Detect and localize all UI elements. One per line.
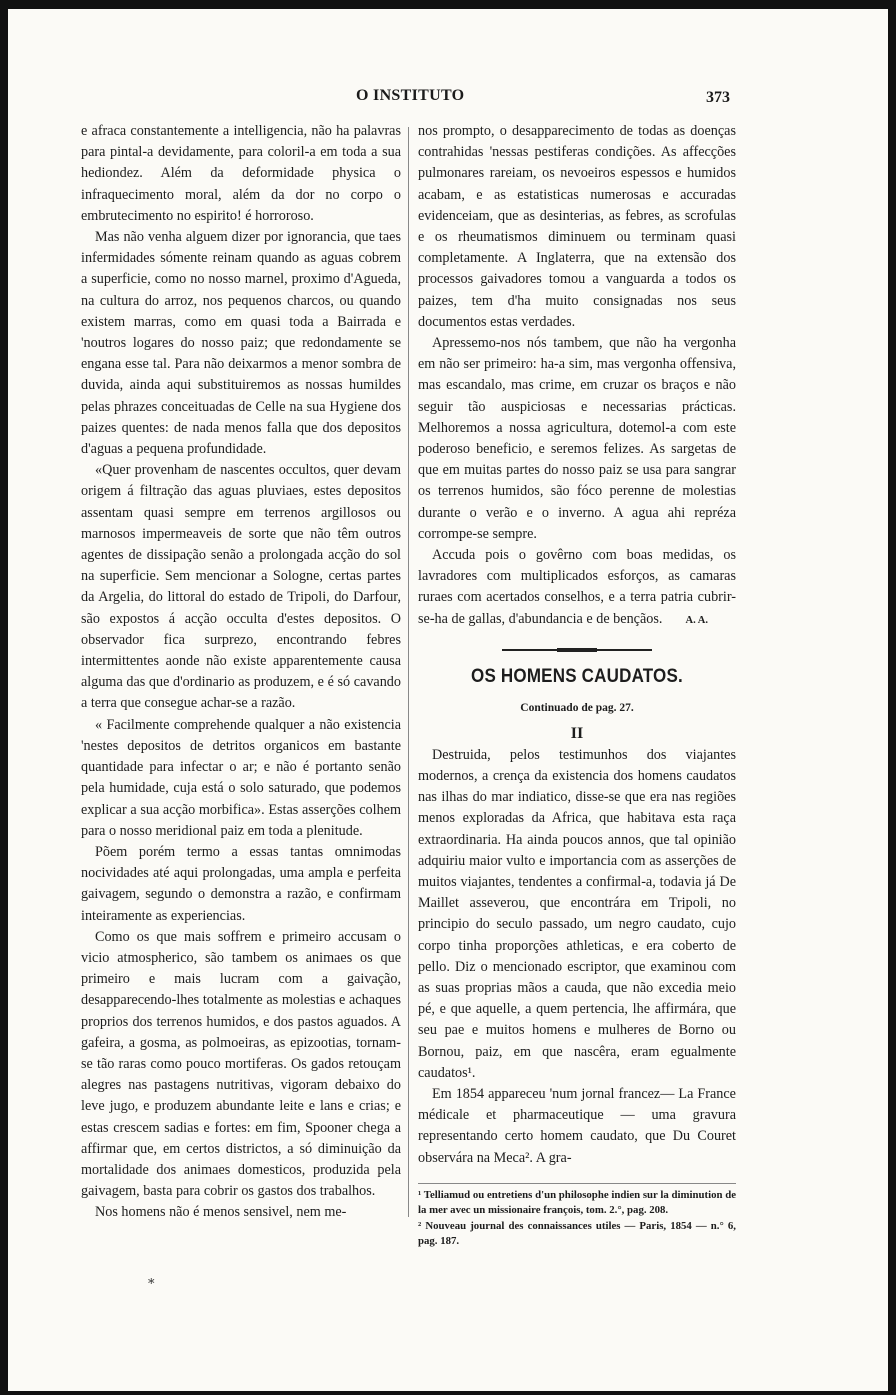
- paragraph: e afraca constantemente a intelligencia, não ha palavras para pintal-a devidamente, para coloril-a em toda a sua hediondez. Além da deformidade physica o infraquecimento moral, além da dor no corpo o embrutecimento no espirito! é horroroso.: [81, 123, 401, 224]
- section-rule: [502, 649, 652, 651]
- paragraph: «Quer provenham de nascentes occultos, quer devam origem á filtração das aguas pluviaes, estes depositos assentam quasi sempre em terrenos argillosos ou marnosos impermeaveis de sorte que não têm outros agentes de dissipação senão a prolongada acção do sol na superficie. Sem mencionar a Sologne, certas partes da Argelia, do littoral do estado de Tripoli, do Darfour, são expostos á acção occulta d'estes depositos. O observador fica surprezo, encontrando febres intermittentes aonde não existe apparentemente causa alguma das que d'ordinario as produzem, e é só cavando a terra que consegue achar-se a razão.: [81, 462, 401, 712]
- page-header: [8, 77, 888, 107]
- left-column: [81, 121, 401, 1224]
- paragraph: Destruida, pelos testimunhos dos viajantes modernos, a crença da existencia dos homens caudatos nas ilhas do mar indiatico, disse-se que era nas regiões menos exploradas da Africa, que habitava esta raça extraordinaria. Ha ainda poucos annos, que tal opinião adquiriu maior vulto e importancia com as asserções de muitos viajantes, tendentes a confirmal-a, todavia já De Maillet asseverou, que encontrára em Tripoli, no principio do seculo passado, um negro caudato, cujo corpo tinha proporções athleticas, e era coberto de pello. Diz o mencionado escriptor, que examinou com as suas proprias mãos a cauda, que não excedia meio pé, e que aquelle, a quem pertencia, lhe affirmára, que seu pae e muitos homens e mulheres de Borno ou Bornou, paiz, em que nascêra, eram egualmente caudatos¹.: [418, 746, 736, 1081]
- paragraph: « Facilmente comprehende qualquer a não existencia 'nestes depositos de detritos organicos em bastante quantidade para infectar o ar; e não é portanto senão pela humidade, cuja está o solo saturado, que podemos explicar a sua acção morbifica». Estas asserções colhem para o nosso meridional paiz em toda a plenitude.: [81, 716, 401, 839]
- footnotes: [418, 1183, 736, 1250]
- article-title: OS HOMENS CAUDATOS.: [471, 664, 683, 687]
- continued-note: Continuado de pag. 27.: [520, 702, 634, 715]
- author-signature: A. A.: [685, 614, 708, 626]
- column-divider: [408, 127, 409, 1217]
- paragraph: Nos homens não é menos sensivel, nem me-: [95, 1204, 347, 1221]
- paragraph: Em 1854 appareceu 'num jornal francez— La France médicale et pharmaceutique — uma gravura representando certo homem caudato, que Du Couret observára na Meca². A gra-: [418, 1085, 736, 1166]
- asterisk-mark: *: [148, 1277, 155, 1292]
- newspaper-page: [8, 9, 888, 1391]
- footnote: ² Nouveau journal des connaissances utiles — Paris, 1854 — n.° 6, pag. 187.: [418, 1219, 736, 1248]
- paragraph: Como os que mais soffrem e primeiro accusam o vicio atmospherico, são tambem os animaes os que primeiro e mais lucram com a gaivação, desapparecendo-lhes totalmente as molestias e achaques proprios dos terrenos humidos, e dos pastos aguados. A gafeira, a gosma, as polmoeiras, as epizootias, tornam-se tão raras como pouco mortiferas. Os gados retouçam alegres nas pastagens nutritivas, vigoram debaixo do leve jugo, e produzem abundante leite e lans e crias; e estas crescem sadias e fortes: em fim, Spooner chega a affirmar que, em certos districtos, a só diminuição da mortalidade dos animaes domesticos, produzida pela gaivagem, basta para cobrir os gastos dos trabalhos.: [81, 928, 401, 1200]
- running-title: O INSTITUTO: [356, 87, 465, 104]
- section-number: II: [570, 725, 584, 743]
- paragraph: Apressemo-nos nós tambem, que não ha vergonha em não ser primeiro: ha-a sim, mas vergonha offensiva, mas escandalo, mas crime, em cruzar os braços e não seguir tão auspiciosas e necessarias prácticas. Melhoremos a nossa agricultura, dotemol-a com este poderoso beneficio, e seremos felizes. As sargetas de que em muitas partes do nosso paiz se usa para sangrar os terrenos humidos, são fóco perenne de molestias durante o verão e o inverno. A agua ahi repréza corrompe-se sempre.: [418, 335, 736, 542]
- paragraph: Accuda pois o govêrno com boas medidas, os lavradores com multiplicados esforços, as camaras ruraes com acertados conselhos, e a terra patria cubrir-se-ha de gallas, d'abundancia e de bençãos.: [418, 547, 736, 627]
- paragraph: nos prompto, o desapparecimento de todas as doenças contrahidas 'nessas pestiferas condições. As affecções pulmonares rareiam, os nevoeiros espessos e humidos acabam, e as estatisticas numerosas e accuradas evidenceiam, que as desinterias, as febres, as scrofulas e os rheumatismos diminuem ou terminam quasi completamente. A Inglaterra, que na extensão dos processos gaivadores tomou a vanguarda a todos os paizes, tem d'ha muito consignadas nos seus documentos estas verdades.: [418, 123, 736, 330]
- footnote: ¹ Telliamud ou entretiens d'un philosophe indien sur la diminution de la mer avec un missionaire françois, tom. 2.°, pag. 208.: [418, 1188, 736, 1217]
- right-column: [418, 121, 736, 1250]
- paragraph: Mas não venha alguem dizer por ignorancia, que taes infermidades sómente reinam quando as aguas cobrem a superficie, como no nosso marnel, proximo d'Agueda, na cultura do arroz, nos pequenos charcos, ou quando existem marras, como em quasi toda a Bairrada e 'noutros logares do nosso paiz; que redondamente se engana esse tal. Para não deixarmos a menor sombra de duvida, ainda aqui substituiremos as nossas humildes pelas phrazes conceituadas de Celle na sua Hygiene dos paizes quentes: de nada menos falla que dos depositos d'aguas a pequena profundidade.: [81, 229, 401, 458]
- page-number: 373: [706, 89, 730, 106]
- paragraph: Põem porém termo a essas tantas omnimodas nocividades até aqui prolongadas, uma ampla e perfeita gaivagem, segundo o demonstra a razão, e confirmam inteiramente as experiencias.: [81, 843, 401, 924]
